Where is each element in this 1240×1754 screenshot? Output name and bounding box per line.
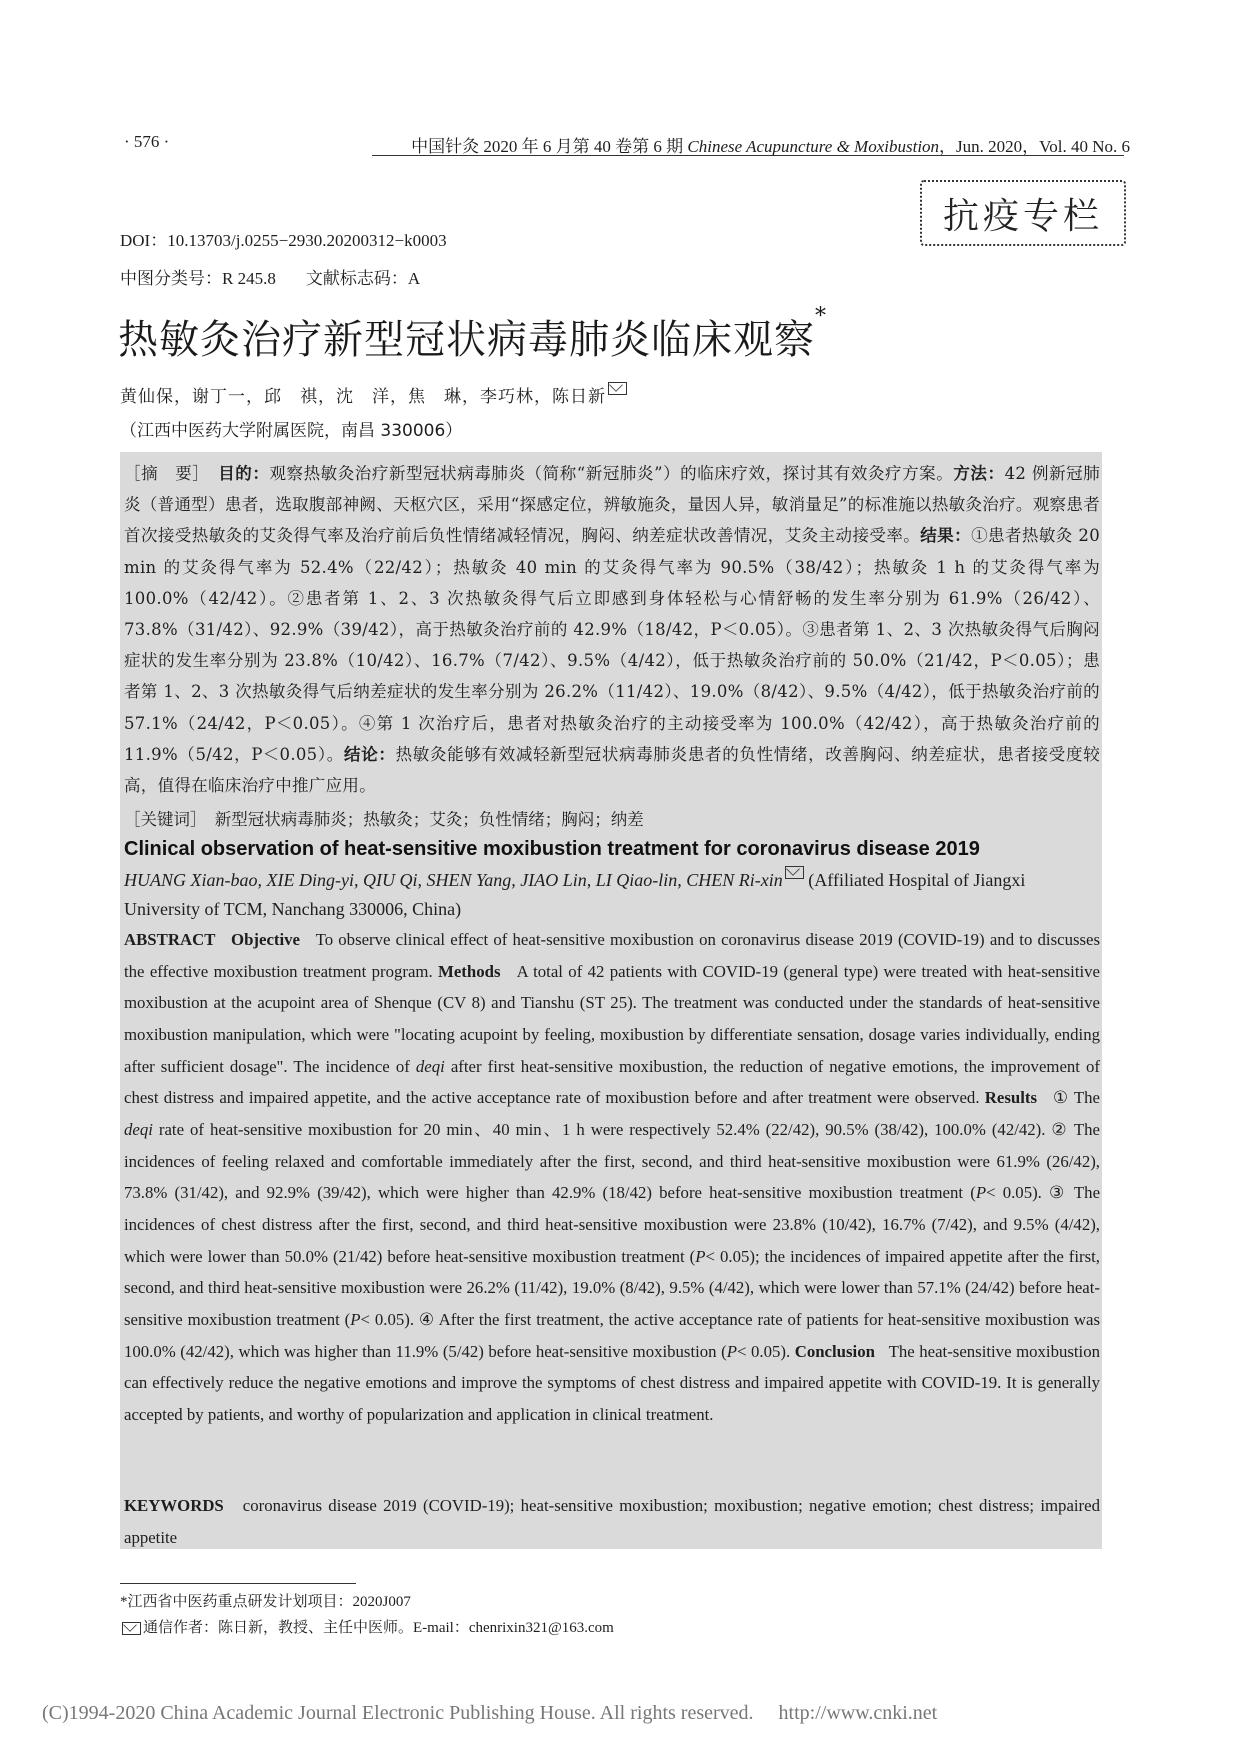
article-title — [118, 304, 827, 365]
affiliation-cn: （江西中医药大学附属医院，南昌 330006） — [120, 421, 463, 441]
methods-en-1: A total of 42 patients with COVID-19 (general type) were treated with heat-sensitive moxibustion at the acupoint area of Shenque (CV 8) and Tianshu (ST 25). The treatment was conducted under the standards of heat-sensitive moxibustion manipulation, which were "locating acupoint by feeling, moxibustion by differentiate sensation, dosage varies individually, ending after sufficient dosage". The incidence of — [124, 961, 1100, 1076]
journal-name-cn: 中国针灸 2020 年 6 月第 40 卷第 6 期 — [411, 137, 688, 156]
keywords-cn — [124, 806, 644, 830]
keywords-cn-label: ［关键词］ — [124, 810, 199, 829]
english-title: Clinical observation of heat-sensitive moxibustion treatment for coronavirus disease 2019 — [124, 838, 980, 860]
footnote-corresponding-text: 通信作者：陈日新，教授、主任中医师。E-mail：chenrixin321@163.com — [143, 1620, 614, 1636]
results-label-en: Results — [984, 1088, 1038, 1108]
doc-code-label: 文献标志码： — [305, 269, 408, 289]
header-rule — [372, 155, 1124, 156]
page-number: · 576 · — [124, 132, 170, 151]
envelope-icon — [608, 382, 627, 395]
methods-label-cn: 方法： — [953, 464, 1005, 483]
keywords-en-text: coronavirus disease 2019 (COVID-19); heat-sensitive moxibustion; moxibustion; negative emotion; chest distress; impaired appetite — [124, 1496, 1100, 1547]
abstract-cn — [124, 458, 1100, 801]
abstract-cn-label: ［摘 要］ — [124, 464, 202, 483]
p-value-symbol: P — [975, 1183, 987, 1203]
copyright-line: (C)1994-2020 China Academic Journal Electronic Publishing House. All rights reserved. http://www.cnki.net — [42, 1702, 938, 1724]
running-header — [411, 132, 1130, 157]
objective-label-cn: 目的： — [218, 464, 270, 483]
affiliation-en: (Affiliated Hospital of Jiangxi University of TCM, Nanchang 330006, China) — [124, 870, 1026, 919]
results-en-4: < 0.05); the incidences of impaired appetite after the first, second, and third heat-sensitive moxibustion were 26.2% (11/42), 19.0% (8/42), 9.5% (4/42), which were lower than 57.1% (24/42) before heat-sensitive moxibustion treatment ( — [124, 1246, 1100, 1329]
objective-label-en: Objective — [231, 930, 300, 949]
objective-cn: 观察热敏灸治疗新型冠状病毒肺炎（简称“新冠肺炎”）的临床疗效，探讨其有效灸疗方案。 — [269, 464, 954, 483]
journal-issue: ，Jun. 2020，Vol. 40 No. 6 — [939, 137, 1130, 156]
doi: DOI：10.13703/j.0255−2930.20200312−k0003 — [120, 231, 447, 250]
classification-line — [120, 264, 450, 289]
footnote-fund: *江西省中医药重点研发计划项目：2020J007 — [120, 1594, 411, 1610]
keywords-cn-text: 新型冠状病毒肺炎；热敏灸；艾灸；负性情绪；胸闷；纳差 — [198, 810, 644, 829]
deqi-term: deqi — [415, 1056, 445, 1076]
p-value-symbol: P — [726, 1341, 737, 1361]
article-title-text: 热敏灸治疗新型冠状病毒肺炎临床观察 — [118, 317, 815, 363]
title-footnote-mark: * — [815, 304, 827, 329]
results-cn: ①患者热敏灸 20 min 的艾灸得气率为 52.4%（22/42）；热敏灸 40 min 的艾灸得气率为 90.5%（38/42）；热敏灸 1 h 的艾灸得气率为 100.0%（42/42）。②患者第 1、2、3 次热敏灸得气后立即感到身体轻松与心情舒畅的发生率分别为 61.9%（26/42）、73.8%（31/42）、92.9%（39/42），高于热敏灸治疗前的 42.9%（18/42，P＜0.05）。③患者第 1、2、3 次热敏灸得气后胸闷症状的发生率分别为 23.8%（10/42）、16.7%（7/42）、9.5%（4/42），低于热敏灸治疗前的 50.0%（21/42，P＜0.05）；患者第 1、2、3 次热敏灸得气后纳差症状的发生率分别为 26.2%（11/42）、19.0%（8/42）、9.5%（4/42），低于热敏灸治疗前的 57.1%（24/42，P＜0.05）。④第 1 次治疗后，患者对热敏灸治疗的主动接受率为 100.0%（42/42），高于热敏灸治疗前的 11.9%（5/42，P＜0.05）。 — [124, 526, 1100, 764]
envelope-icon — [122, 1622, 141, 1635]
objective-en: To observe clinical effect of heat-sensitive moxibustion on coronavirus disease 2019 (COVID-19) and to discusses the effective moxibustion treatment program. — [124, 930, 1101, 981]
authors-en — [124, 866, 1100, 924]
results-en-1: ① The — [1052, 1088, 1100, 1108]
conclusion-label-cn: 结论： — [344, 744, 396, 764]
keywords-en-label: KEYWORDS — [124, 1496, 224, 1515]
p-value-symbol: P — [695, 1246, 706, 1266]
clc-value: R 245.8 — [222, 269, 276, 288]
results-en-5: < 0.05). ④ After the first treatment, the active acceptance rate of patients for heat-sensitive moxibustion was 100.0% (42/42), which was higher than 11.9% (5/42) before heat-sensitive moxibustion ( — [124, 1309, 1100, 1361]
abstract-en-label: ABSTRACT — [124, 930, 216, 949]
methods-label-en: Methods — [438, 961, 501, 981]
results-label-cn: 结果： — [920, 526, 972, 546]
results-en-6: < 0.05). — [736, 1341, 791, 1361]
results-en-2: rate of heat-sensitive moxibustion for 20 min、40 min、1 h were respectively 52.4% (22/42), 90.5% (38/42), 100.0% (42/42). ② The incidences of feeling relaxed and comfortable immediately after the first, second, and third heat-sensitive moxibustion were 61.9% (26/42), 73.8% (31/42), and 92.9% (39/42), which were higher than 42.9% (18/42) before heat-sensitive moxibustion treatment ( — [124, 1119, 1100, 1203]
p-value-symbol: P — [350, 1309, 361, 1329]
abstract-en — [124, 924, 1100, 1431]
journal-name-en: Chinese Acupuncture & Moxibustion — [687, 137, 940, 156]
conclusion-cn: 热敏灸能够有效减轻新型冠状病毒肺炎患者的负性情绪，改善胸闷、纳差症状，患者接受度较高，值得在临床治疗中推广应用。 — [124, 744, 1100, 796]
clc-label: 中图分类号： — [120, 269, 222, 289]
footnote-corresponding — [120, 1616, 614, 1637]
methods-cn: 42 例新冠肺炎（普通型）患者，选取腹部神阙、天枢穴区，采用“探感定位，辨敏施灸，量因人异，敏消量足”的标准施以热敏灸治疗。观察患者首次接受热敏灸的艾灸得气率及治疗前后负性情绪减轻情况，胸闷、纳差症状改善情况，艾灸主动接受率。 — [124, 464, 1101, 546]
authors-cn — [120, 382, 627, 407]
results-en-3: < 0.05). ③ The incidences of chest distress after the first, second, and third heat-sensitive moxibustion were 23.8% (10/42), 16.7% (7/42), and 9.5% (4/42), which were lower than 50.0% (21/42) before heat-sensitive moxibustion treatment ( — [124, 1183, 1101, 1266]
keywords-en — [124, 1490, 1100, 1553]
authors-cn-text: 黄仙保，谢丁一，邱 祺，沈 洋，焦 琳，李巧林，陈日新 — [120, 387, 606, 407]
conclusion-label-en: Conclusion — [794, 1341, 875, 1361]
column-badge: 抗疫专栏 — [920, 180, 1126, 246]
doc-code-value: A — [407, 269, 421, 288]
deqi-term: deqi — [124, 1119, 153, 1139]
methods-en-2: after first heat-sensitive moxibustion, the reduction of negative emotions, the improvement of chest distress and impaired appetite, and the active acceptance rate of moxibustion before and after treatment were observed. — [124, 1056, 1100, 1108]
authors-en-names: HUANG Xian-bao, XIE Ding-yi, QIU Qi, SHEN Yang, JIAO Lin, LI Qiao-lin, CHEN Ri-xin — [124, 870, 783, 890]
conclusion-en: The heat-sensitive moxibustion can effectively reduce the negative emotions and improve the symptoms of chest distress and impaired appetite with COVID-19. It is generally accepted by patients, and worthy of popularization and application in clinical treatment. — [124, 1341, 1100, 1424]
envelope-icon — [785, 866, 804, 879]
footnote-rule — [120, 1583, 356, 1584]
